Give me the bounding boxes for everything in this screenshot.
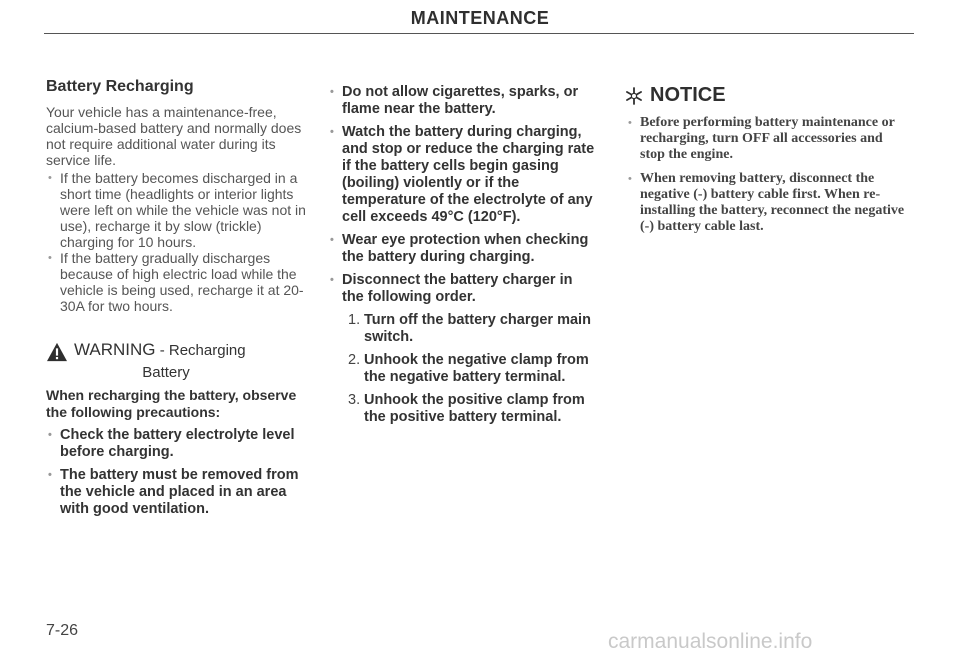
warning-item: • Watch the battery during charging, and stop or reduce the charging rate if the battery cells begin gasing (boiling) violently or if the temperature of the electrolyte of any cell exceeds 49°C (120°F). <box>328 124 598 226</box>
step-number: 1. <box>348 312 361 328</box>
header-divider <box>44 33 914 34</box>
battery-intro-text: Your vehicle has a maintenance-free, calcium-based battery and normally does not require additional water during its service life. <box>46 104 302 168</box>
page-title: MAINTENANCE <box>410 8 550 28</box>
step-text: Turn off the battery charger main switch. <box>364 312 591 345</box>
warning-triangle-icon <box>46 342 68 362</box>
watermark-text: carmanualsonline.info <box>608 630 813 653</box>
right-column <box>624 78 914 243</box>
warning-item: • Do not allow cigarettes, sparks, or flame near the battery. <box>328 84 598 118</box>
step-number: 3. <box>348 392 361 408</box>
left-column <box>46 78 311 524</box>
warning-box <box>46 340 311 518</box>
notice-label: NOTICE <box>650 84 726 106</box>
warning-title <box>46 340 311 362</box>
battery-recharging-heading: Battery Recharging <box>46 78 194 95</box>
warning-subtitle-2: Battery <box>142 364 190 381</box>
notice-item: • Before performing battery maintenance or recharging, turn OFF all accessories and stop the engine. <box>624 115 910 163</box>
step-item <box>348 312 598 346</box>
asterisk-notice-icon <box>624 86 644 106</box>
page-number: 7-26 <box>46 622 79 639</box>
step-text: Unhook the negative clamp from the negative battery terminal. <box>364 352 589 385</box>
warning-item: • Check the battery electrolyte level before charging. <box>46 427 311 461</box>
battery-bullet: • If the battery gradually discharges because of high electric load while the vehicle is being used, recharge it at 20-30A for two hours. <box>46 250 311 314</box>
warning-item: • Wear eye protection when checking the battery during charging. <box>328 232 598 266</box>
warning-word: WARNING <box>74 340 156 359</box>
warning-item: • Disconnect the battery charger in the following order. <box>328 272 598 306</box>
notice-list <box>624 115 914 235</box>
battery-bullet: • If the battery becomes discharged in a short time (headlights or interior lights were left on while the vehicle was not in use), recharge it by slow (trickle) charging for 10 hours. <box>46 170 311 250</box>
warning-subtitle-1: Recharging <box>168 342 246 359</box>
warning-list-part-2 <box>328 84 598 306</box>
disconnect-steps <box>328 312 598 426</box>
step-text: Unhook the positive clamp from the positive battery terminal. <box>364 392 585 425</box>
warning-dash: - <box>155 342 169 359</box>
warning-item: • The battery must be removed from the vehicle and placed in an area with good ventilation. <box>46 467 311 518</box>
step-item <box>348 392 598 426</box>
warning-intro: When recharging the battery, observe the following precautions: <box>46 387 297 420</box>
step-number: 2. <box>348 352 361 368</box>
warning-label <box>74 340 246 360</box>
warning-list-part-1 <box>46 427 311 518</box>
notice-item: • When removing battery, disconnect the negative (-) battery cable first. When re-installing the battery, reconnect the negative (-) battery cable last. <box>624 171 910 235</box>
step-item <box>348 352 598 386</box>
notice-title <box>624 84 914 107</box>
middle-column <box>328 84 598 432</box>
battery-bullet-list <box>46 170 311 314</box>
